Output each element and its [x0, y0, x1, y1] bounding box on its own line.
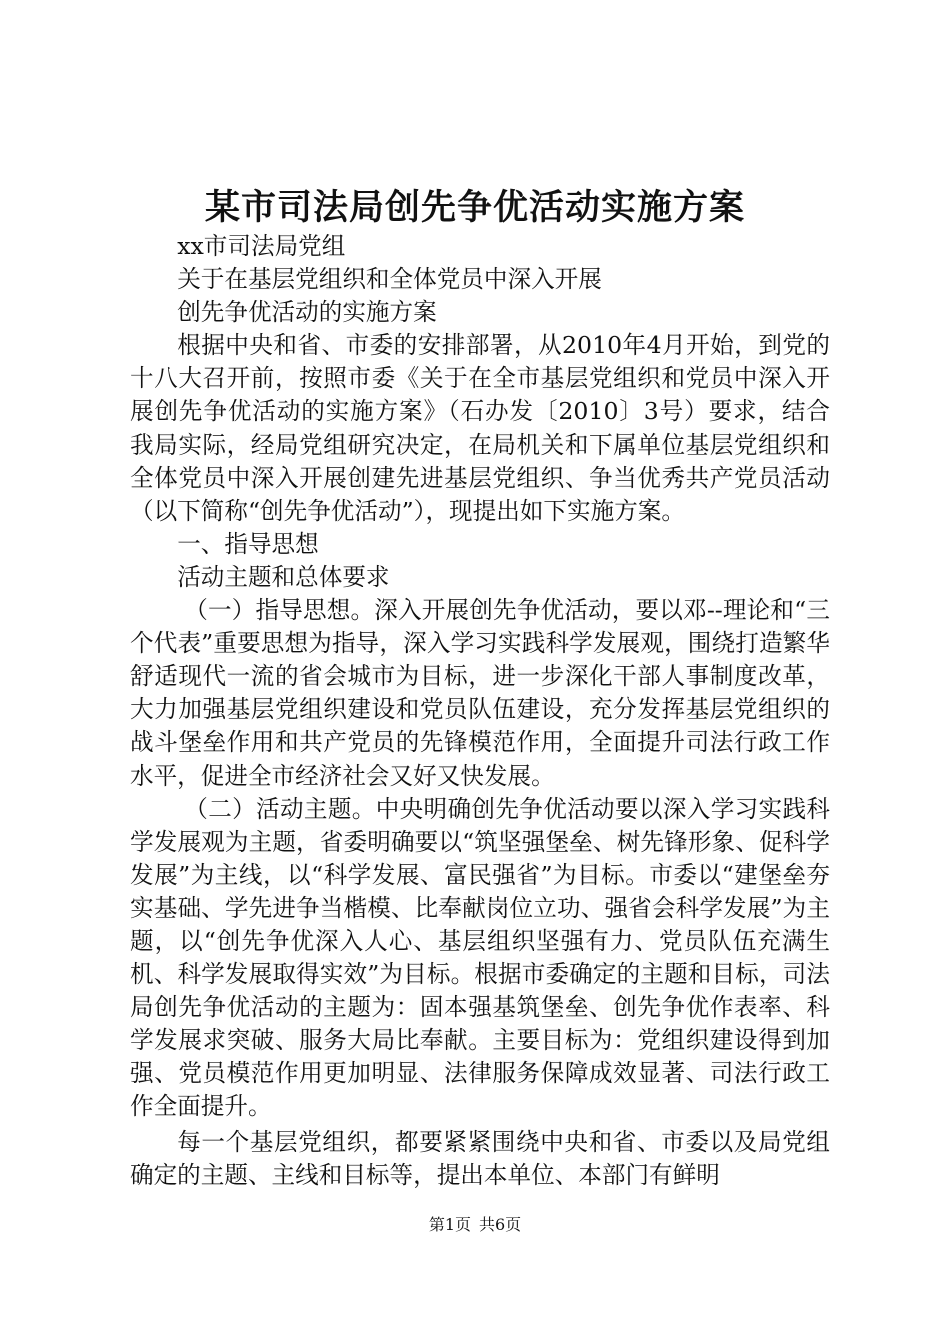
page-footer: [0, 1214, 950, 1236]
document-title: 某市司法局创先争优活动实施方案: [204, 187, 745, 228]
document-body: [130, 230, 830, 1192]
section-heading-theme-requirements: 活动主题和总体要求: [177, 562, 390, 591]
paragraph-grassroots: 每一个基层党组织，都要紧紧围绕中央和省、市委以及局党组确定的主题、主线和目标等，提出本单位、本部门有鲜明: [130, 1127, 830, 1189]
paragraph-subtitle-line1: 关于在基层党组织和全体党员中深入开展: [177, 265, 602, 294]
paragraph-activity-theme: （二）活动主题。中央明确创先争优活动要以深入学习实践科学发展观为主题，省委明确要以“筑坚强堡垒、树先锋形象、促科学发展”为主线，以“科学发展、富民强省”为目标。市委以“建堡垒夯实基础、学先进争当楷模、比奉献岗位立功、强省会科学发展”为主题，以“创先争优深入人心、基层组织坚强有力、党员队伍充满生机、科学发展取得实效”为目标。根据市委确定的主题和目标，司法局创先争优活动的主题为：固本强基筑堡垒、创先争优作表率、科学发展求突破、服务大局比奉献。主要目标为：党组织建设得到加强、党员模范作用更加明显、法律服务保障成效显著、司法行政工作全面提升。: [130, 794, 830, 1121]
paragraph-guiding-thought: （一）指导思想。深入开展创先争优活动，要以邓--理论和“三个代表”重要思想为指导，深入学习实践科学发展观，围绕打造繁华舒适现代一流的省会城市为目标，进一步深化干部人事制度改革，大力加强基层党组织建设和党员队伍建设，充分发挥基层党组织的战斗堡垒作用和共产党员的先锋模范作用，全面提升司法行政工作水平，促进全市经济社会又好又快发展。: [130, 596, 830, 790]
paragraph-intro: 根据中央和省、市委的安排部署，从2010年4月开始，到党的十八大召开前，按照市委《关于在全市基层党组织和党员中深入开展创先争优活动的实施方案》（石办发〔2010〕3号）要求，结合我局实际，经局党组研究决定，在局机关和下属单位基层党组织和全体党员中深入开展创建先进基层党组织、争当优秀共产党员活动（以下简称“创先争优活动”），现提出如下实施方案。: [130, 331, 830, 525]
page-total: 共6页: [479, 1215, 522, 1234]
page-number: 第1页: [428, 1215, 471, 1234]
paragraph-subtitle-line2: 创先争优活动的实施方案: [177, 298, 437, 327]
section-heading-guiding-thought: 一、指导思想: [177, 529, 319, 558]
paragraph-issuer: xx市司法局党组: [177, 232, 346, 260]
